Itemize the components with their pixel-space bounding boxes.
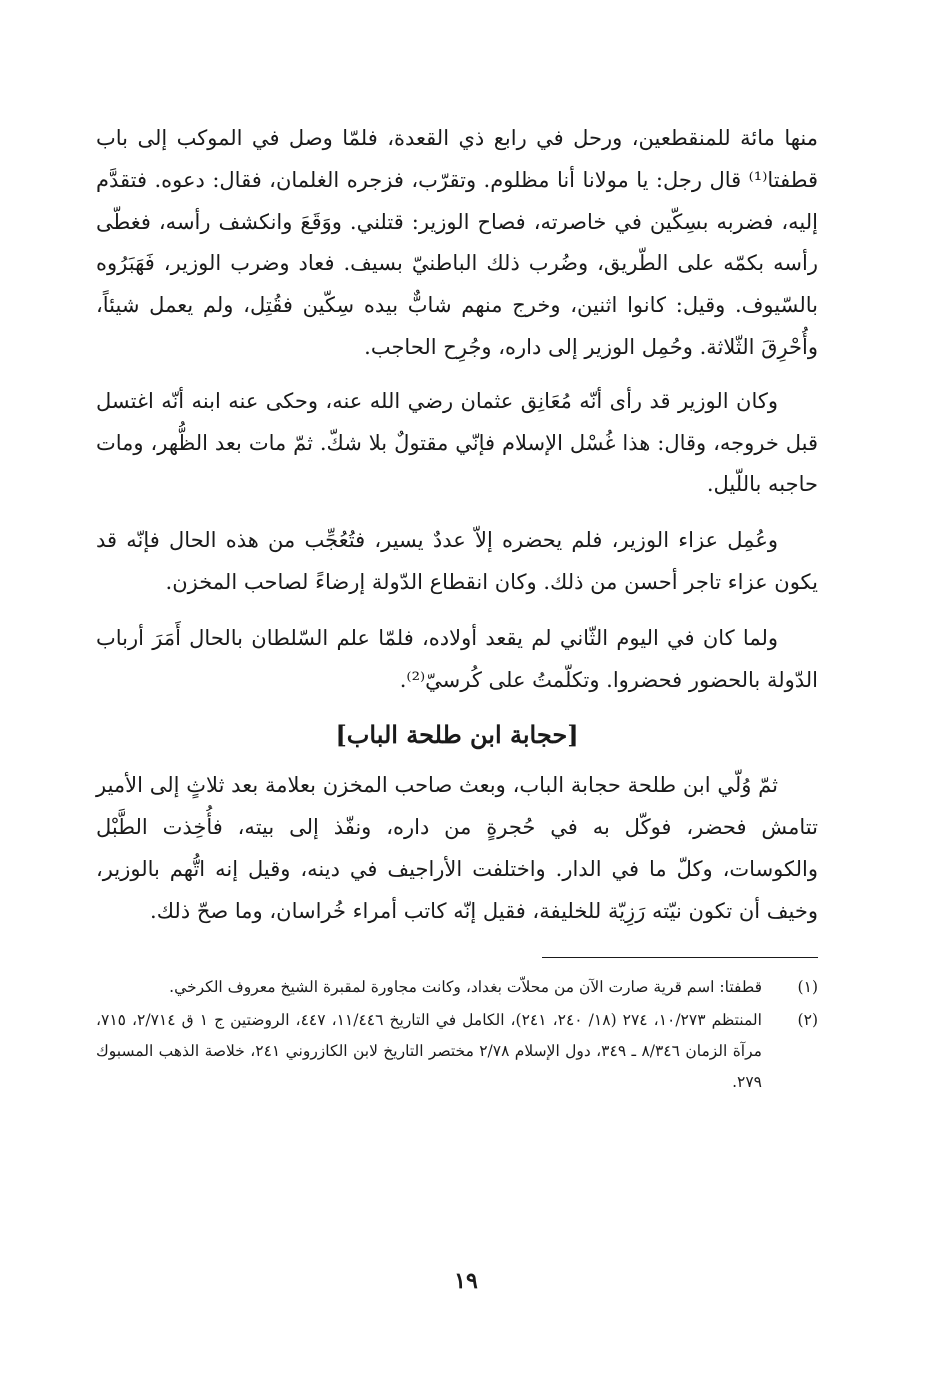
footnote-text: المنتظم ١٠/٢٧٣، ٢٧٤ (١٨/ ٢٤٠، ٢٤١)، الكامل في التاريخ ١١/٤٤٦، ٤٤٧، الروضتين ج ١ ق ٢/٧١٤، ٧١٥، مرآة الزمان ٨/٣٤٦ ـ ٣٤٩، دول الإسلام ٢/٧٨ مختصر التاريخ لابن الكازروني ٢٤١، خلاصة الذهب المسبوك ٢٧٩. <box>96 1010 762 1091</box>
page-content <box>96 118 818 1358</box>
footnote-1 <box>96 972 818 1003</box>
section-heading: [حجابة ابن طلحة الباب] <box>335 720 579 750</box>
footnote-number: (١) <box>797 977 818 996</box>
footnote-2 <box>96 1005 818 1098</box>
footnote-text: قطفتا: اسم قرية صارت الآن من محلاّت بغداد، وكانت مجاورة لمقبرة الشيخ معروف الكرخي. <box>169 977 762 996</box>
body-paragraph-5: ثمّ وُلّي ابن طلحة حجابة الباب، وبعث صاحب المخزن بعلامة بعد ثلاثٍ إلى الأمير تتامش فحضر، فوكّل به في حُجرةٍ من داره، ونفّذ إلى بيته، فأُخِذت الطَّبْل والكوسات، وكلّ ما في الدار. واختلفت الأراجيف في دينه، وقيل إنه اتُّهم بالوزير، وخيف أن تكون نيّته رَزِيّة للخليفة، فقيل إنّه كاتب أمراء خُراسان، وما صحّ ذلك. <box>96 773 818 923</box>
footnote-number: (٢) <box>797 1010 818 1029</box>
footnote-divider <box>542 957 818 958</box>
body-paragraph-3: وعُمِل عزاء الوزير، فلم يحضره إلاّ عددٌ يسير، فتُعُجِّب من هذه الحال فإنّه قد يكون عزاء تاجر أحسن من ذلك. وكان انقطاع الدّولة إرضاءً لصاحب المخزن. <box>96 528 818 594</box>
body-paragraph-2: وكان الوزير قد رأى أنّه مُعَانِق عثمان رضي الله عنه، وحكى عنه ابنه أنّه اغتسل قبل خروجه، وقال: هذا غُسْل الإسلام فإنّي مقتولٌ بلا شكّ. ثمّ مات بعد الظُّهر، ومات حاجبه باللّيل. <box>96 388 818 497</box>
body-paragraph-4: ولما كان في اليوم الثّاني لم يقعد أولاده، فلمّا علم السّلطان بالحال أَمَرَ أرباب الدّولة بالحضور فحضروا. وتكلّمتُ على كُرسيّ⁽²⁾. <box>96 625 818 692</box>
page-number: ١٩ <box>454 1268 478 1294</box>
body-paragraph-1: منها مائة للمنقطعين، ورحل في رابع ذي القعدة، فلمّا وصل في الموكب إلى باب قطفتا⁽¹⁾ قال رجل: يا مولانا أنا مظلوم. وتقرّب، فزجره الغلمان، فقال: دعوه. فتقدَّم إليه، فضربه بسِكّين في خاصرته، فصاح الوزير: قتلني. ووَقَعَ وانكشف رأسه، فغطّى رأسه بكمّه على الطّريق، وضُرب ذلك الباطنيّ بسيف. فعاد وضرب الوزير، فَهَبَرُوه بالسّيوف. وقيل: كانوا اثنين، وخرج منهم شابٌّ بيده سِكّين فقُتِل، ولم يعمل شيئاً، وأُحْرِقَ الثّلاثة. وحُمِل الوزير إلى داره، وجُرِح الحاجب. <box>96 126 818 359</box>
